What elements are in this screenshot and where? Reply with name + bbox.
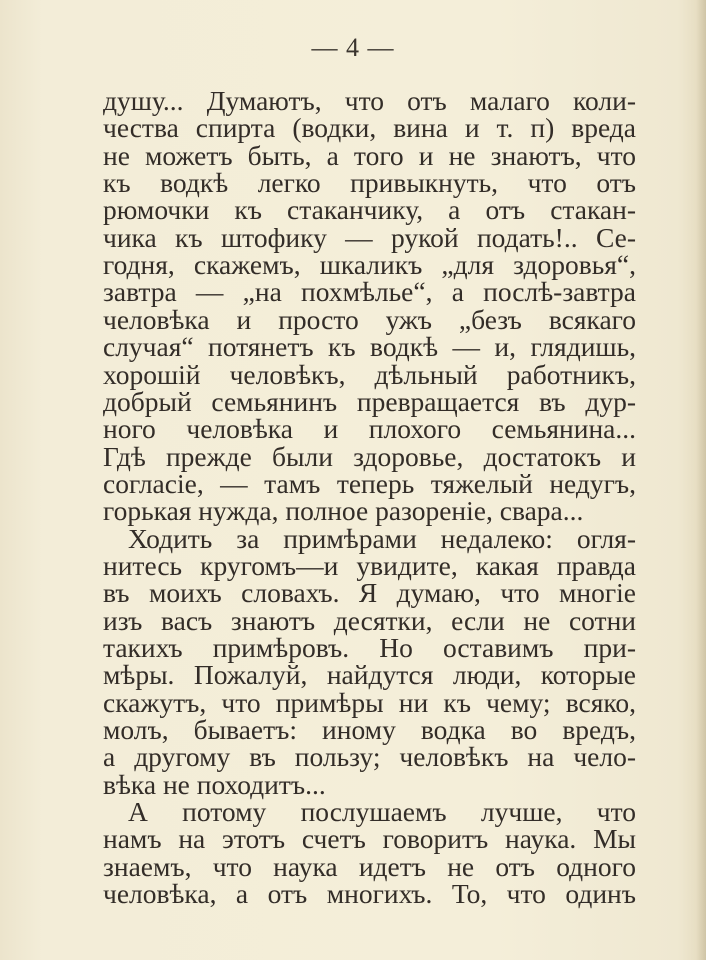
text-line: къ водкѣ легко привыкнуть, что отъ (103, 167, 636, 199)
text-line: рюмочки къ стаканчику, а отъ стакан- (103, 194, 636, 226)
text-line: чика къ штофику — рукой подать!.. Се- (103, 221, 636, 253)
text-line: знаемъ, что наука идетъ не отъ одного (103, 850, 636, 882)
text-line: хорошій человѣкъ, дѣльный работникъ, (103, 358, 636, 390)
text-line: человѣка и просто ужъ „безъ всякаго (103, 303, 636, 335)
page-number: — 4 — (311, 33, 395, 62)
text-line: завтра — „на похмѣлье“, а послѣ-завтра (103, 276, 636, 308)
text-line: душу... Думаютъ, что отъ малаго коли- (103, 85, 636, 116)
text-line: Гдѣ прежде были здоровье, достатокъ и (103, 440, 636, 472)
text-line: А потому послушаемъ лучше, что (128, 796, 636, 828)
text-line: намъ на этотъ счетъ говоритъ наука. Мы (103, 823, 636, 855)
text-line: чества спирта (водки, вина и т. п) вреда (103, 112, 636, 144)
text-line: такихъ примѣровъ. Но оставимъ при- (103, 632, 636, 663)
text-line: скажутъ, что примѣры ни къ чему; всяко, (103, 686, 636, 718)
text-line: въ моихъ словахъ. Я думаю, что многіе (103, 577, 636, 609)
text-line: согласіе, — тамъ теперь тяжелый недугъ, (103, 467, 636, 499)
text-line: а другому въ пользу; человѣкъ на чело- (103, 741, 636, 773)
text-line: вѣка не походитъ... (103, 768, 326, 800)
text-line: нитесь кругомъ—и увидите, какая правда (103, 549, 636, 581)
text-line: мѣры. Пожалуй, найдутся люди, которые (103, 659, 636, 691)
text-line: изъ васъ знаютъ десятки, если не сотни (103, 604, 636, 636)
text-line: ного человѣка и плохого семьянина... (103, 413, 636, 445)
text-line: добрый семьянинъ превращается въ дур- (103, 385, 636, 417)
text-line: годня, скажемъ, шкаликъ „для здоровья“, (103, 249, 636, 281)
text-line: горькая нужда, полное разореніе, свара... (103, 495, 584, 527)
page-edge-shadow (696, 0, 706, 960)
text-line: молъ, бываетъ: иному водка во вредъ, (103, 714, 636, 746)
text-line: случая“ потянетъ къ водкѣ — и, глядишь, (103, 331, 636, 363)
text-line: человѣка, а отъ многихъ. То, что одинъ (103, 878, 636, 910)
text-line: не можетъ быть, а того и не знаютъ, что (103, 139, 636, 171)
text-line: Ходить за примѣрами недалеко: огля- (128, 522, 636, 554)
